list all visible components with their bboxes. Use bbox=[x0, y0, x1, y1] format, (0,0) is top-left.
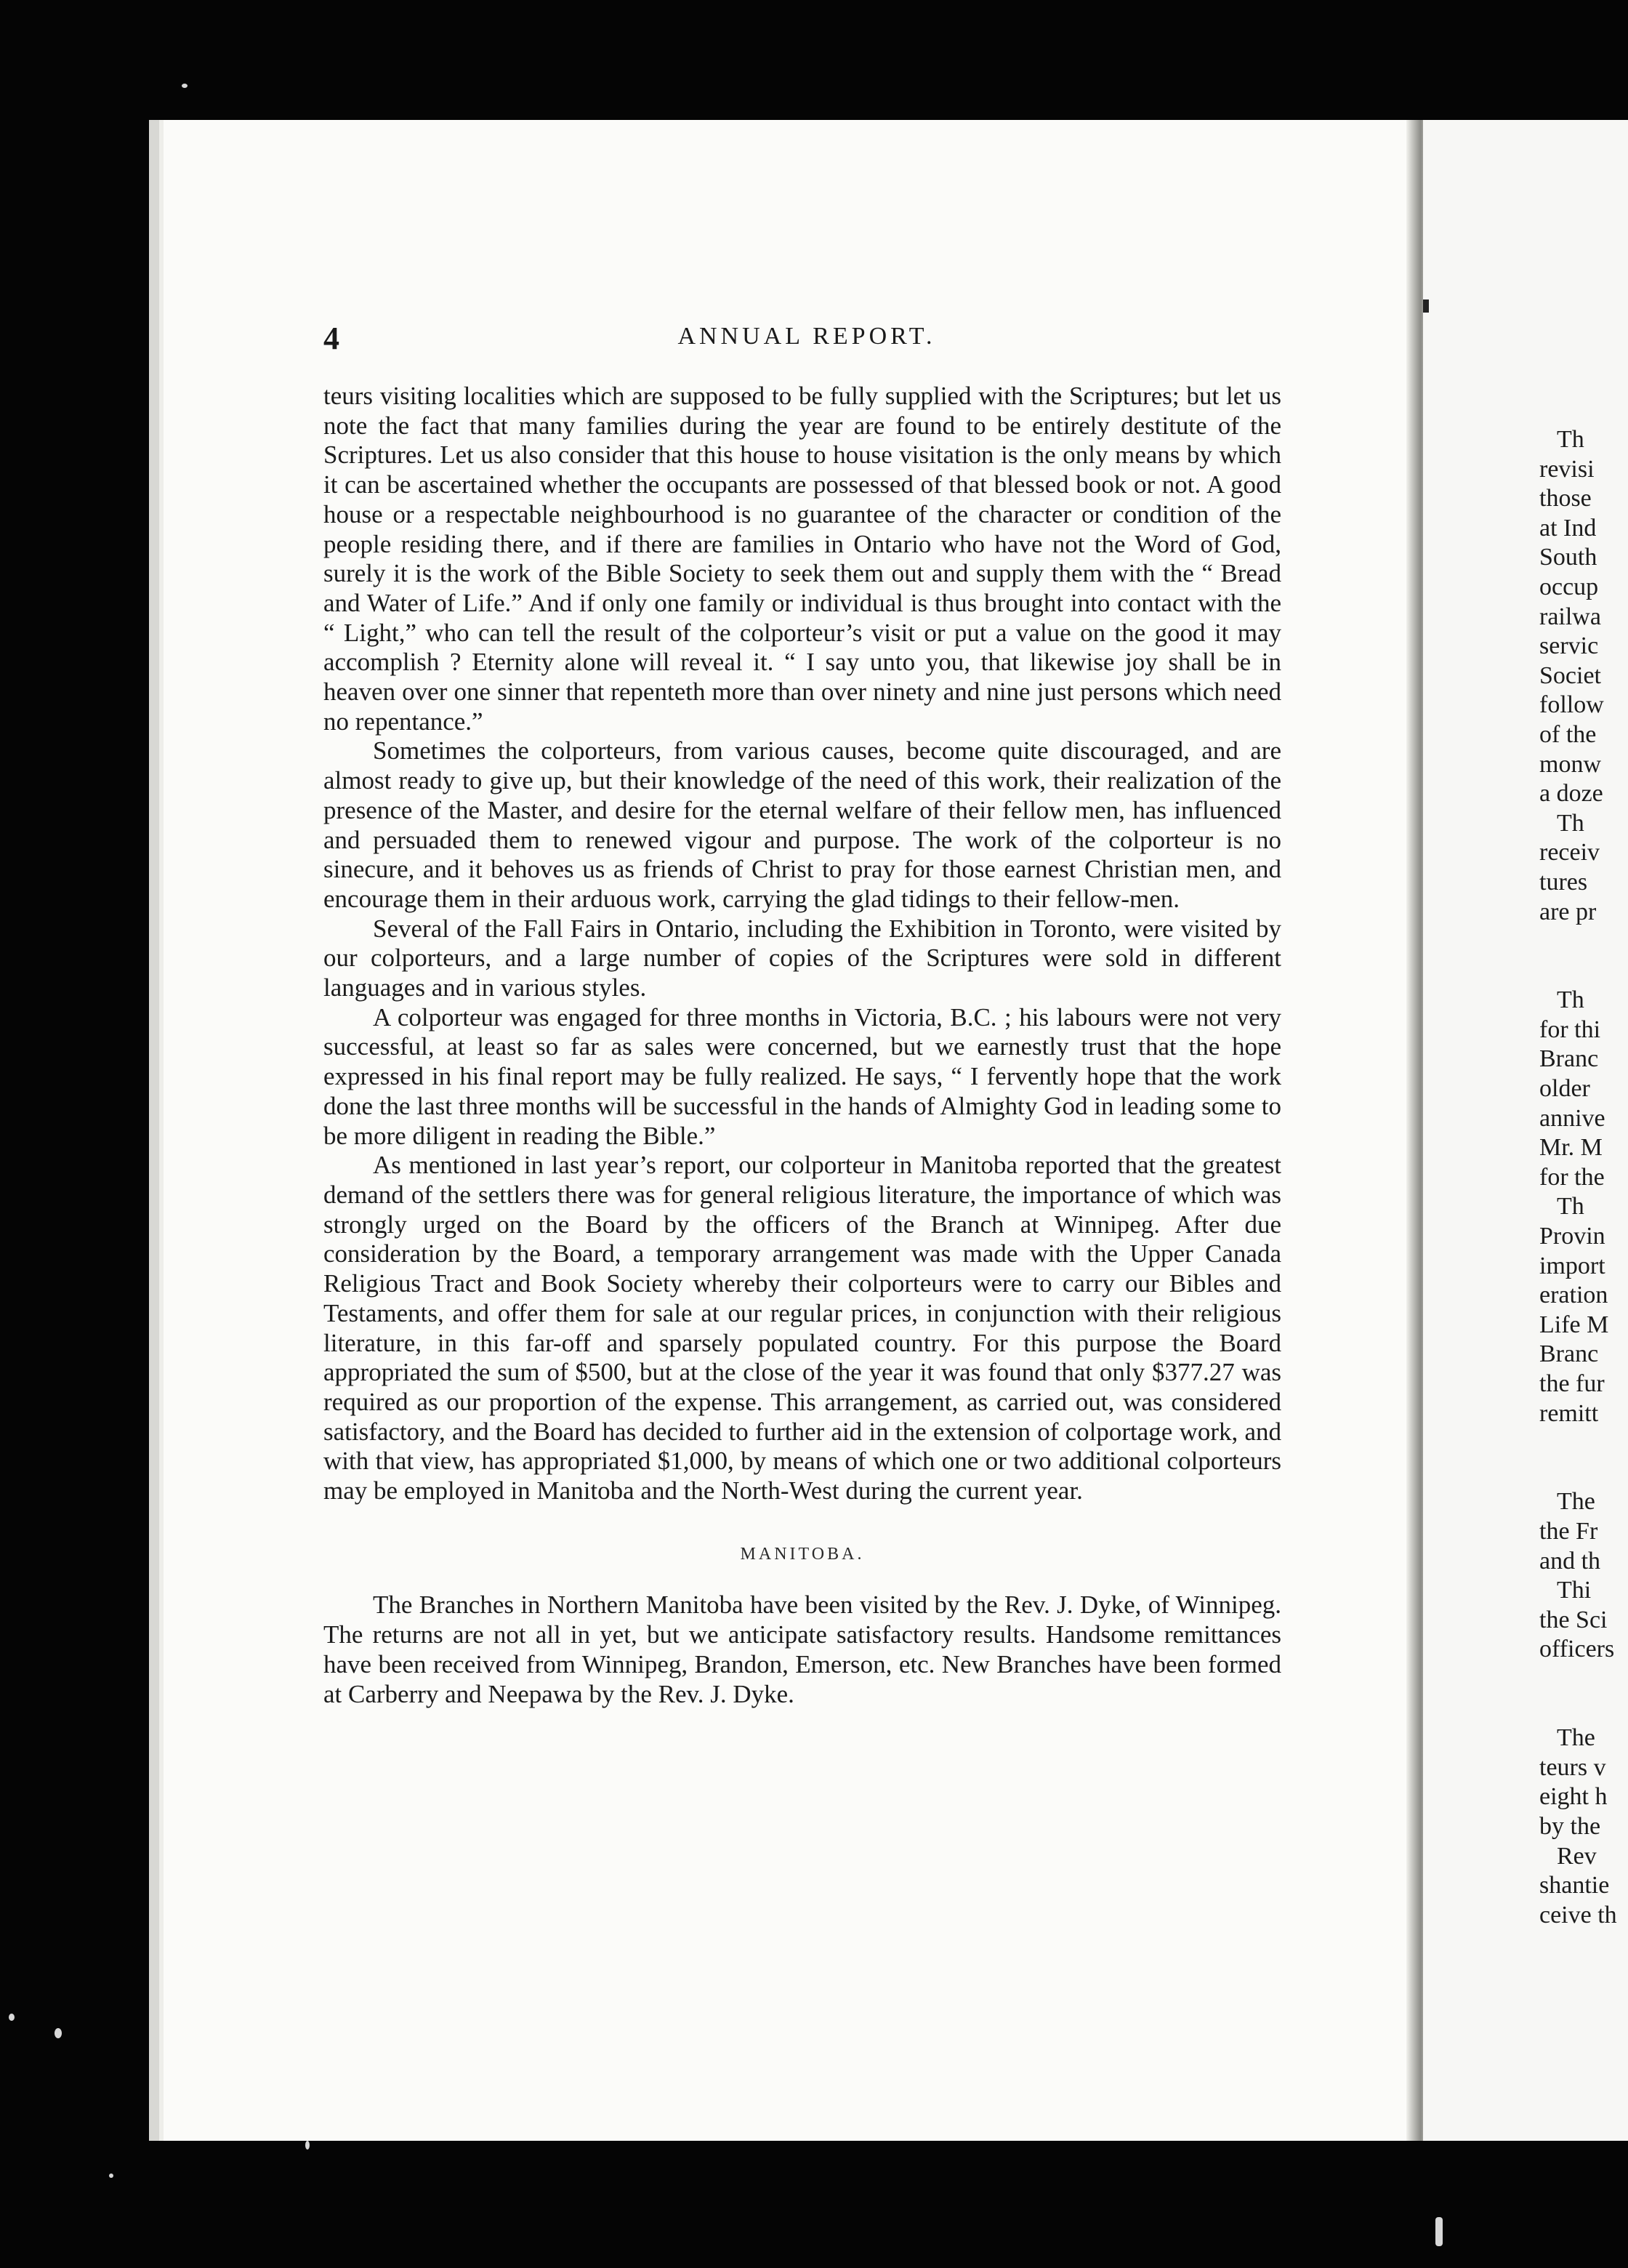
paragraph-1: teurs visiting localities which are supposed to be fully supplied with the Scriptures; but let us note the fact that many families during the year are found to be entirely destitute of the Scriptures. Let us also consider that this house to house visitation is the only means by which it can be ascertained whether the occupants are possessed of that blessed book or not. A good house or a respectable neighbourhood is no guarantee of the character or condition of the people residing there, and if there are families in Ontario who have not the Word of God, surely it is the work of the Bible Society to seek them out and supply them with the “ Bread and Water of Life.” And if only one family or individual is thus brought into contact with the “ Light,” who can tell the result of the colporteur’s visit or put a value on the good it may accomplish ? Eternity alone will reveal it. “ I say unto you, that likewise joy shall be in heaven over one sinner that repenteth more than over ninety and nine just persons which need no repentance.” bbox=[323, 382, 1281, 736]
paragraph-3: Several of the Fall Fairs in Ontario, including the Exhibition in Toronto, were visited by our colporteurs, and a large number of copies of the Scriptures were sold in different languages and in various styles. bbox=[323, 914, 1281, 1002]
right-line: officers bbox=[1539, 1636, 1615, 1663]
right-line: Thi bbox=[1557, 1577, 1592, 1604]
right-line: Th bbox=[1557, 809, 1584, 837]
right-line: Branc bbox=[1539, 1340, 1599, 1368]
running-head: ANNUAL REPORT. bbox=[677, 323, 936, 350]
right-line: tures bbox=[1539, 868, 1588, 896]
dust-speck bbox=[55, 2028, 62, 2038]
right-line: Th bbox=[1557, 986, 1584, 1014]
right-line: a doze bbox=[1539, 780, 1603, 808]
right-line: by the bbox=[1539, 1812, 1601, 1840]
right-line: receiv bbox=[1539, 839, 1600, 866]
right-line: servic bbox=[1539, 632, 1599, 660]
right-line: import bbox=[1539, 1252, 1605, 1279]
dust-speck bbox=[305, 2141, 310, 2150]
right-line: Life M bbox=[1539, 1311, 1609, 1338]
right-line: eration bbox=[1539, 1282, 1608, 1309]
right-line: monw bbox=[1539, 750, 1601, 778]
right-line: South bbox=[1539, 544, 1597, 571]
dust-speck bbox=[1435, 2217, 1443, 2246]
right-line: the fur bbox=[1539, 1370, 1605, 1397]
right-line: the Fr bbox=[1539, 1517, 1598, 1545]
manitoba-paragraph: The Branches in Northern Manitoba have been visited by the Rev. J. Dyke, of Winnipeg. The returns are not all in yet, but we anticipate satisfactory results. Handsome remittances have been received from Winnipeg, Brandon, Emerson, etc. New Branches have been formed at Carberry and Neepawa by the Rev. J. Dyke. bbox=[323, 1591, 1281, 1708]
page-number: 4 bbox=[323, 321, 339, 356]
right-line: Mr. M bbox=[1539, 1134, 1603, 1162]
right-line: at Ind bbox=[1539, 514, 1597, 542]
right-line: for thi bbox=[1539, 1016, 1601, 1043]
right-line: Provin bbox=[1539, 1223, 1605, 1250]
right-line: and th bbox=[1539, 1547, 1601, 1575]
right-line: teurs v bbox=[1539, 1753, 1606, 1781]
right-line: remitt bbox=[1539, 1399, 1599, 1427]
right-line: The bbox=[1557, 1724, 1595, 1752]
manitoba-heading: MANITOBA. bbox=[740, 1544, 865, 1564]
right-line: of the bbox=[1539, 720, 1597, 748]
right-line: eight h bbox=[1539, 1783, 1608, 1811]
right-line: annive bbox=[1539, 1104, 1605, 1132]
right-line: Branc bbox=[1539, 1045, 1599, 1073]
right-line: the Sci bbox=[1539, 1606, 1608, 1633]
right-line: older bbox=[1539, 1075, 1590, 1103]
body-text bbox=[323, 382, 1281, 1709]
right-line: The bbox=[1557, 1488, 1595, 1516]
right-line: those bbox=[1539, 485, 1592, 512]
page-mark bbox=[1423, 299, 1429, 313]
dust-speck bbox=[9, 2014, 15, 2021]
right-line: ceive th bbox=[1539, 1901, 1617, 1929]
right-page-text bbox=[1539, 425, 1628, 1930]
right-line: shantie bbox=[1539, 1872, 1610, 1899]
right-line: for the bbox=[1539, 1163, 1605, 1191]
paragraph-5: As mentioned in last year’s report, our colporteur in Manitoba reported that the greatest demand of the settlers there was for general religious literature, the importance of which was strongly urged on the Board by the officers of the Branch at Winnipeg. After due consideration by the Board, a temporary arrangement was made with the Upper Canada Religious Tract and Book Society whereby their colporteurs were to carry our Bibles and Testaments, and offer them for sale at our regular prices, in conjunction with their religious literature, in this far-off and sparsely populated country. For this purpose the Board appropriated the sum of $500, but at the close of the year it was found that only $377.27 was required as our proportion of the expense. This arrangement, as carried out, was considered satisfactory, and the Board has decided to further aid in the extension of colportage work, and with that view, has appropriated $1,000, by means of which one or two additional colporteurs may be employed in Manitoba and the North-West during the current year. bbox=[323, 1151, 1281, 1505]
right-line: follow bbox=[1539, 691, 1604, 719]
right-line: are pr bbox=[1539, 898, 1597, 925]
right-line: Rev bbox=[1557, 1842, 1597, 1870]
right-line: Societ bbox=[1539, 662, 1601, 689]
right-line: railwa bbox=[1539, 603, 1601, 630]
dust-speck bbox=[182, 84, 188, 88]
right-line: occup bbox=[1539, 573, 1599, 600]
paragraph-2: Sometimes the colporteurs, from various causes, become quite discouraged, and are almost ready to give up, but their knowledge of the need of this work, their realization of the presence of the Master, and desire for the eternal welfare of their fellow men, has influenced and persuaded them to renewed vigour and purpose. The work of the colporteur is no sinecure, and it behoves us as friends of Christ to pray for those earnest Christian men, and encourage them in their arduous work, carrying the glad tidings to their fellow-men. bbox=[323, 736, 1281, 913]
right-line: revisi bbox=[1539, 455, 1595, 483]
dust-speck bbox=[109, 2174, 113, 2178]
right-line: Th bbox=[1557, 1193, 1584, 1221]
paragraph-4: A colporteur was engaged for three months in Victoria, B.C. ; his labours were not very successful, at least so far as sales were concerned, but we earnestly trust that the hope expressed in his final report may be fully realized. He says, “ I fervently hope that the work done the last three months will be successful in the hands of Almighty God in leading some to be more diligent in reading the Bible.” bbox=[323, 1002, 1281, 1150]
page-header bbox=[323, 320, 1290, 363]
right-line: Th bbox=[1557, 426, 1584, 453]
